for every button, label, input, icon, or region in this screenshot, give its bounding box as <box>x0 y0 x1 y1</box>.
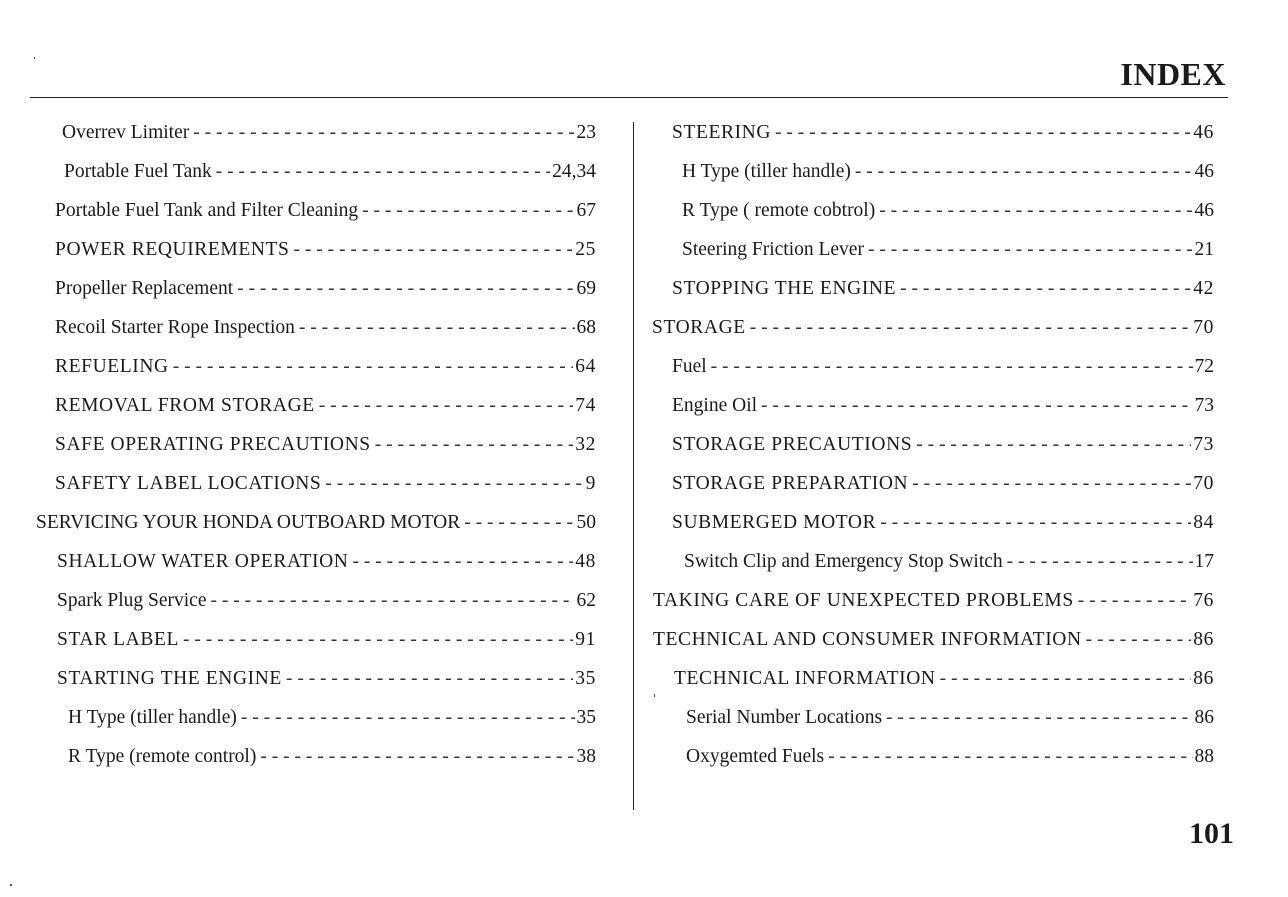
entry-page: 62 <box>576 589 596 611</box>
entry-page: 68 <box>576 316 596 338</box>
entry-label: Switch Clip and Emergency Stop Switch <box>684 550 1003 572</box>
index-entry <box>0 386 1214 425</box>
entry-page: 46 <box>1194 199 1214 221</box>
entry-page: 86 <box>1194 706 1214 728</box>
entry-label: SAFE OPERATING PRECAUTIONS <box>55 433 371 455</box>
dot-leader <box>711 356 1193 378</box>
dot-leader <box>855 161 1193 183</box>
index-entry <box>0 191 1214 230</box>
entry-label: Spark Plug Service <box>57 589 207 611</box>
entry-page: 50 <box>576 511 596 533</box>
index-entry <box>0 542 1214 581</box>
entry-page: 35 <box>576 706 596 728</box>
index-entry <box>0 620 1214 659</box>
entry-label: Portable Fuel Tank <box>64 160 212 182</box>
entry-page: 9 <box>585 472 596 494</box>
entry-page: 88 <box>1194 745 1214 767</box>
entry-page: 23 <box>576 121 596 143</box>
entry-label: REMOVAL FROM STORAGE <box>55 394 315 416</box>
entry-label: SHALLOW WATER OPERATION <box>57 550 349 572</box>
index-entry <box>0 113 1214 152</box>
index-entry <box>0 737 1214 776</box>
dot-leader <box>879 200 1192 222</box>
entry-label: SUBMERGED MOTOR <box>672 511 877 533</box>
entry-label: H Type (tiller handle) <box>682 160 851 182</box>
index-entry <box>0 698 1214 737</box>
entry-page: 86 <box>1193 667 1214 689</box>
entry-page: 84 <box>1193 511 1214 533</box>
index-entry <box>0 659 1214 698</box>
entry-page: 70 <box>1193 316 1214 338</box>
index-entry <box>0 425 1214 464</box>
entry-label: Overrev Limiter <box>62 121 190 143</box>
dot-leader <box>900 278 1191 300</box>
dot-leader <box>880 512 1191 534</box>
index-entry <box>0 308 1214 347</box>
index-entry <box>0 230 1214 269</box>
index-right-column <box>0 113 1214 776</box>
entry-page: 64 <box>575 355 596 377</box>
entry-label: POWER REQUIREMENTS <box>55 238 290 260</box>
dot-leader <box>1007 551 1193 573</box>
entry-label: Engine Oil <box>672 394 758 416</box>
dot-leader <box>912 473 1191 495</box>
dot-leader <box>775 122 1191 144</box>
entry-label: TECHNICAL AND CONSUMER INFORMATION <box>653 628 1082 650</box>
dot-leader <box>940 668 1192 690</box>
dot-leader <box>886 707 1192 729</box>
index-entry <box>0 503 1214 542</box>
entry-label: H Type (tiller handle) <box>68 706 237 728</box>
entry-page: 72 <box>1194 355 1214 377</box>
dot-leader <box>761 395 1192 417</box>
entry-label: Oxygemted Fuels <box>686 745 825 767</box>
dot-leader <box>1078 590 1192 612</box>
entry-label: STOPPING THE ENGINE <box>672 277 897 299</box>
entry-label: STARTING THE ENGINE <box>57 667 282 689</box>
index-entry <box>0 347 1214 386</box>
entry-page: 69 <box>576 277 596 299</box>
index-entry <box>0 464 1214 503</box>
page-number: 101 <box>1189 817 1234 850</box>
entry-label: TAKING CARE OF UNEXPECTED PROBLEMS <box>653 589 1074 611</box>
entry-label: STORAGE <box>652 316 746 338</box>
entry-label: STORAGE PRECAUTIONS <box>672 433 913 455</box>
entry-page: 46 <box>1193 121 1214 143</box>
entry-page: 48 <box>575 550 596 572</box>
entry-label: SAFETY LABEL LOCATIONS <box>55 472 322 494</box>
entry-page: 74 <box>575 394 596 416</box>
entry-label: Fuel <box>672 355 707 377</box>
entry-page: 21 <box>1194 238 1214 260</box>
index-entry <box>0 581 1214 620</box>
entry-page: 73 <box>1193 433 1214 455</box>
entry-page: 25 <box>575 238 596 260</box>
entry-label: Steering Friction Lever <box>682 238 864 260</box>
entry-label: Portable Fuel Tank and Filter Cleaning <box>55 199 359 221</box>
header-rule <box>30 97 1228 98</box>
entry-page: 24,34 <box>552 160 596 182</box>
entry-page: 76 <box>1193 589 1214 611</box>
entry-label: REFUELING <box>55 355 169 377</box>
dot-leader <box>868 239 1193 261</box>
entry-page: 32 <box>575 433 596 455</box>
entry-page: 46 <box>1194 160 1214 182</box>
dot-leader <box>750 317 1192 339</box>
index-entry <box>0 152 1214 191</box>
entry-page: 73 <box>1194 394 1214 416</box>
dot-leader <box>1086 629 1192 651</box>
entry-page: 17 <box>1194 550 1214 572</box>
entry-page: 70 <box>1193 472 1214 494</box>
scan-speck <box>10 884 12 886</box>
entry-label: Recoil Starter Rope Inspection <box>55 316 295 338</box>
entry-page: 38 <box>576 745 596 767</box>
entry-label: Serial Number Locations <box>686 706 883 728</box>
entry-page: 67 <box>576 199 596 221</box>
entry-page: 42 <box>1193 277 1214 299</box>
dot-leader <box>828 746 1192 768</box>
entry-label: STAR LABEL <box>57 628 179 650</box>
entry-page: 35 <box>575 667 596 689</box>
scan-speck <box>654 694 655 697</box>
entry-label: STORAGE PREPARATION <box>672 472 909 494</box>
entry-page: 86 <box>1193 628 1214 650</box>
entry-label: R Type (remote control) <box>68 745 257 767</box>
dot-leader <box>916 434 1191 456</box>
entry-label: SERVICING YOUR HONDA OUTBOARD MOTOR <box>36 511 461 533</box>
index-entry <box>0 269 1214 308</box>
page-title: INDEX <box>1120 56 1226 92</box>
entry-label: R Type ( remote cobtrol) <box>682 199 876 221</box>
entry-label: STEERING <box>672 121 772 143</box>
entry-label: TECHNICAL INFORMATION <box>674 667 936 689</box>
entry-label: Propeller Replacement <box>55 277 234 299</box>
scan-speck <box>34 57 35 59</box>
entry-page: 91 <box>575 628 596 650</box>
